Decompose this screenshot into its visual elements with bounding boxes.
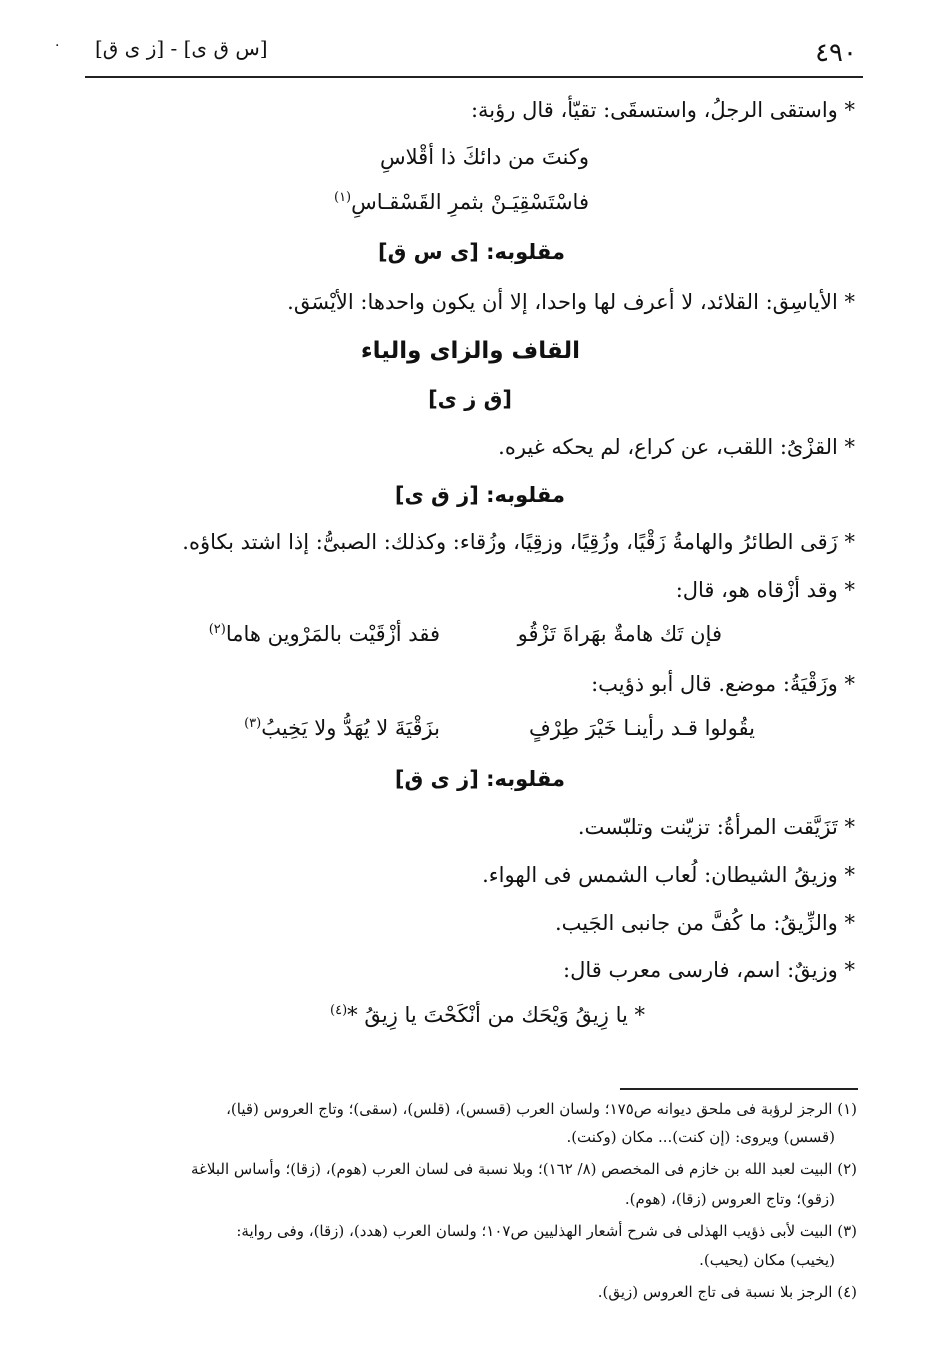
footnote-ref-4: (٤)	[330, 1003, 348, 1018]
chapter-heading: القاف والزاى والياء	[360, 338, 580, 364]
entry-line-ziq-shaytan: * وزيقُ الشيطان: لُعاب الشمس فى الهواء.	[482, 863, 855, 887]
poem-2-first-hemistich: يقُولوا قـد رأينـا خَيْرَ طِرْفٍ	[529, 716, 755, 740]
entry-line-qazy: * القزْىُ: اللقب، عن كراع، لم يحكه غيره.	[498, 435, 855, 459]
entry-line-azqah: * وقد أزْقاه هو، قال:	[675, 578, 855, 602]
poem-1-second-hemistich-text: فقد أزْقَيْت بالمَرْوين هاما	[225, 622, 440, 646]
verse-line-3	[330, 1003, 645, 1027]
entry-line-zaqa: * زَقى الطائرُ والهامةُ زَقْيًا، وزُقِيًا، وزقِيًا، وزُقاء: وكذلك: الصبىُّ: إذا اشتد بكاؤه.	[182, 530, 855, 554]
verse-line-1: وكنتَ من دائكَ ذا أقْلاسِ	[380, 145, 589, 169]
footnote-3-line-2: (يخيب) مكان (يحيب).	[699, 1251, 835, 1269]
verse-line-3-text: * يا زِيقُ وَيْحَك من أنْكَحْتَ يا زِيقُ *	[347, 1003, 645, 1027]
verse-line-2	[334, 190, 589, 214]
footnote-ref-2: (٢)	[208, 622, 226, 637]
footnote-ref-3: (٣)	[244, 716, 262, 731]
scan-speck: ·	[55, 38, 60, 54]
footnote-3-line-1: (٣) البيت لأبى ذؤيب الهذلى فى شرح أشعار الهذليين ص١٠٧؛ ولسان العرب (هدد)، (زقا)، وفى رواية:	[236, 1222, 857, 1240]
entry-line-zaqya: * وزَقْيَةُ: موضع. قال أبو ذؤيب:	[591, 672, 855, 696]
poem-2-second-hemistich-text: بزَقْيَةَ لا يُهَدُّ ولا يَخِيبُ	[261, 716, 440, 740]
header-rule	[85, 76, 863, 78]
poem-1-second-hemistich	[209, 622, 440, 646]
verse-line-2-text: فاسْتَسْقِيَـنْ بثمرِ القَسْقـاسِ	[351, 190, 589, 214]
section-heading-ysq: مقلوبه: [ى س ق]	[377, 240, 565, 264]
footnote-4: (٤) الرجز بلا نسبة فى تاج العروس (زيق).	[597, 1283, 857, 1301]
footnote-1-line-1: (١) الرجز لرؤبة فى ملحق ديوانه ص١٧٥؛ ولسان العرب (قسس)، (قلس)، (سقى)؛ وتاج العروس (قيا)،	[226, 1100, 857, 1118]
section-heading-zqy: مقلوبه: [ز ق ى]	[394, 483, 565, 507]
running-title: [س ق ى] - [ز ى ق]	[95, 36, 268, 60]
entry-line-ziq-name: * وزيقٌ: اسم، فارسى معرب قال:	[563, 958, 855, 982]
footnote-2-line-2: (زقو)؛ وتاج العروس (زقا)، (هوم).	[624, 1190, 835, 1208]
page-number: ٤٩٠	[815, 38, 857, 68]
entry-line-tazayyaqat: * تَزَيَّقت المرأةُ: تزيّنت وتلبّست.	[577, 815, 855, 839]
poem-1-first-hemistich: فإن تَك هامةٌ بهَراةَ تَزْقُو	[517, 622, 722, 646]
footnote-2-line-1: (٢) البيت لعبد الله بن خازم فى المخصص (٨/ ١٦٢)؛ وبلا نسبة فى لسان العرب (هوم)، (زقا)؛ وأساس البلاغة	[191, 1160, 857, 1178]
poem-2-second-hemistich	[244, 716, 440, 740]
section-heading-zyq: مقلوبه: [ز ى ق]	[394, 767, 565, 791]
entry-line-al-ziq: * والزِّيقُ: ما كُفَّ من جانبى الجَيب.	[554, 911, 855, 935]
footnote-ref-1: (١)	[333, 190, 352, 205]
entry-line-ayasiq: * الأياسِق: القلائد، لا أعرف لها واحدا، إلا أن يكون واحدها: الأيْسَق.	[287, 290, 855, 314]
footnote-separator	[620, 1088, 858, 1090]
section-heading-qzy: [ق ز ى]	[428, 387, 512, 411]
entry-line-istaqa: * واستقى الرجلُ، واستسقَى: تقيّأ، قال رؤبة:	[470, 98, 855, 122]
footnote-1-line-2: (قسس) ويروى: (إن كنت)... مكان (وكنت).	[566, 1128, 835, 1146]
